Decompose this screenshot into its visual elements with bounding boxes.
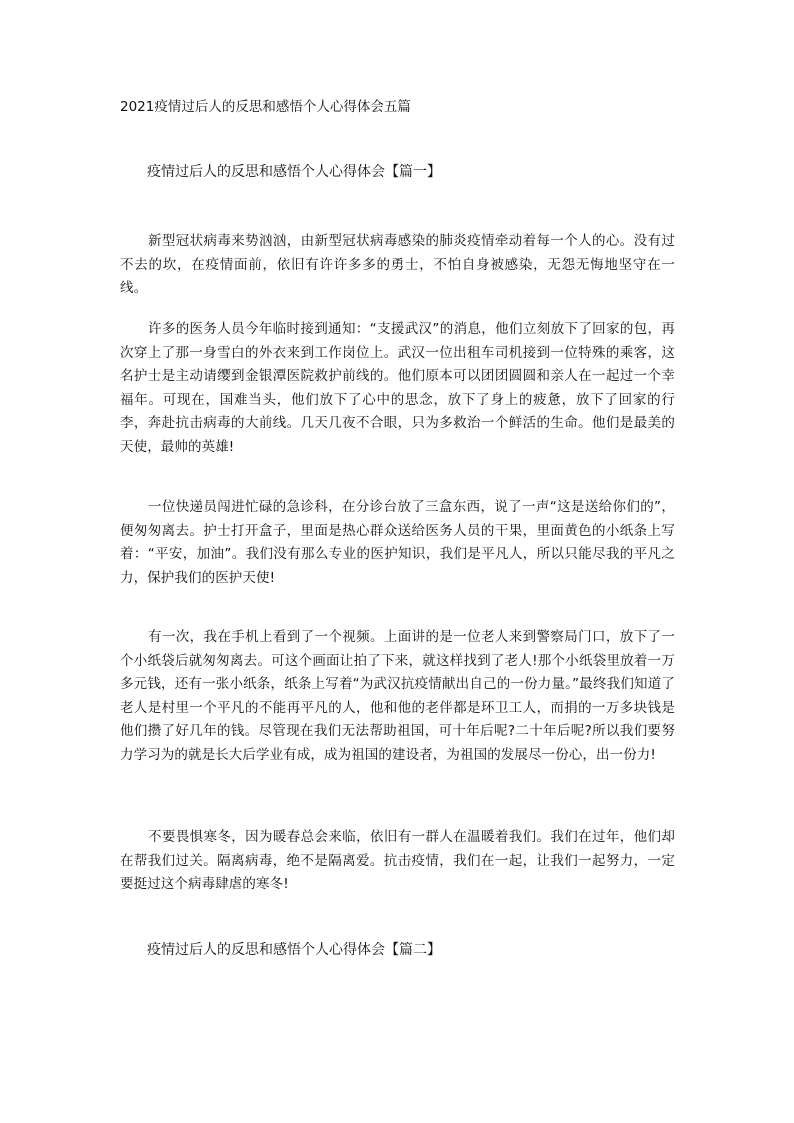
paragraph-4: 有一次，我在手机上看到了一个视频。上面讲的是一位老人来到警察局门口，放下了一个小纸袋后就匆匆离去。可这个画面让拍了下来，就这样找到了老人!那个小纸袋里放着一万多元钱，还有一张小纸条，纸条上写着“为武汉抗疫情献出自己的一份力量。”最终我们知道了老人是村里一个平凡的不能再平凡的人，他和他的老伴都是环卫工人，而捐的一万多块钱是他们攒了好几年的钱。尽管现在我们无法帮助祖国，可十年后呢?二十年后呢?所以我们要努力学习为的就是长大后学业有成，成为祖国的建设者，为祖国的发展尽一份心，出一份力!	[120, 629, 675, 763]
paragraph-1: 新型冠状病毒来势汹汹，由新型冠状病毒感染的肺炎疫情牵动着每一个人的心。没有过不去的坎，在疫情面前，依旧有许许多多的勇士，不怕自身被感染，无怨无悔地坚守在一线。	[120, 233, 675, 297]
section-heading-1: 疫情过后人的反思和感悟个人心得体会【篇一】	[147, 164, 441, 180]
paragraph-3: 一位快递员闯进忙碌的急诊科，在分诊台放了三盒东西，说了一声“这是送给你们的”，便匆匆离去。护士打开盒子，里面是热心群众送给医务人员的干果，里面黄色的小纸条上写着：“平安，加油”。我们没有那么专业的医护知识，我们是平凡人，所以只能尽我的平凡之力，保护我们的医护天使!	[120, 499, 675, 586]
section-heading-2: 疫情过后人的反思和感悟个人心得体会【篇二】	[147, 942, 441, 958]
document-title: 2021疫情过后人的反思和感悟个人心得体会五篇	[120, 99, 411, 115]
paragraph-2: 许多的医务人员今年临时接到通知：“支援武汉”的消息，他们立刻放下了回家的包，再次穿上了那一身雪白的外衣来到工作岗位上。武汉一位出租车司机接到一位特殊的乘客，这名护士是主动请缨到金银潭医院救护前线的。他们原本可以团团圆圆和亲人在一起过一个幸福年。可现在，国难当头，他们放下了心中的思念，放下了身上的疲惫，放下了回家的行李，奔赴抗击病毒的大前线。几天几夜不合眼，只为多救治一个鲜活的生命。他们是最美的天使，最帅的英雄!	[120, 321, 675, 455]
paragraph-5: 不要畏惧寒冬，因为暖春总会来临，依旧有一群人在温暖着我们。我们在过年，他们却在帮我们过关。隔离病毒，绝不是隔离爱。抗击疫情，我们在一起，让我们一起努力，一定要挺过这个病毒肆虐的寒冬!	[120, 829, 675, 893]
